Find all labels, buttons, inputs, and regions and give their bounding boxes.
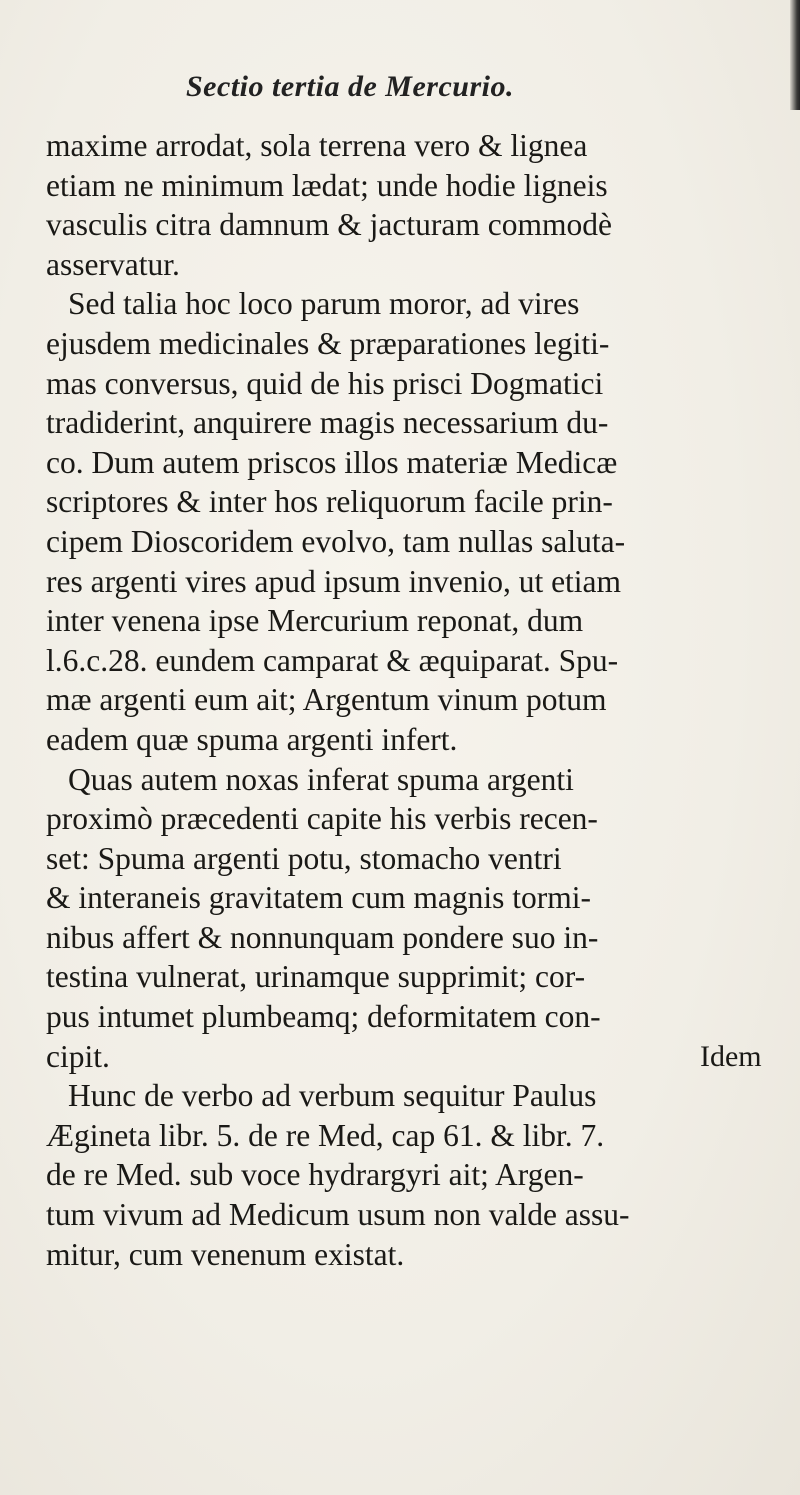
text-line: etiam ne minimum lædat; unde hodie ligneis [46,167,608,203]
text-line: scriptores & inter hos reliquorum facile prin- [46,484,613,520]
text-line: tum vivum ad Medicum usum non valde assu- [46,1197,630,1233]
text-line: mitur, cum venenum existat. [46,1236,405,1272]
text-line: l.6.c.28. eundem camparat & æquiparat. Spu- [46,642,619,678]
text-line: Quas autem noxas inferat spuma argenti [68,761,574,797]
text-line: co. Dum autem priscos illos materiæ Medicæ [46,444,618,480]
text-line: de re Med. sub voce hydrargyri ait; Argen- [46,1157,584,1193]
text-line: tradiderint, anquirere magis necessarium du- [46,405,609,441]
text-line: set: Spuma argenti potu, stomacho ventri [46,840,562,876]
running-head: Sectio tertia de Mercurio. [186,70,514,103]
text-line: nibus affert & nonnunquam pondere suo in- [46,919,599,955]
text-line: mas conversus, quid de his prisci Dogmatici [46,365,604,401]
text-line: cipit. [46,1038,110,1074]
text-line: & interaneis gravitatem cum magnis tormi- [46,880,591,916]
text-line: testina vulnerat, urinamque supprimit; cor- [46,959,586,995]
text-line: maxime arrodat, sola terrena vero & lignea [46,128,588,163]
catchword: Idem [700,1040,762,1073]
text-line: Hunc de verbo ad verbum sequitur Paulus [68,1078,597,1114]
text-line: res argenti vires apud ipsum invenio, ut etiam [46,563,622,599]
text-line: asservatur. [46,246,180,282]
page-edge-shadow [790,0,800,110]
text-line: inter venena ipse Mercurium reponat, dum [46,603,584,639]
text-line: mæ argenti eum ait; Argentum vinum potum [46,682,607,718]
text-line: Sed talia hoc loco parum moror, ad vires [68,286,580,322]
text-line: Ægineta libr. 5. de re Med, cap 61. & libr. 7. [46,1117,605,1153]
text-line: eadem quæ spuma argenti infert. [46,721,458,757]
body-text [46,126,776,1274]
text-line: ejusdem medicinales & præparationes legiti- [46,325,610,361]
text-line: cipem Dioscoridem evolvo, tam nullas saluta- [46,523,626,559]
text-line: pus intumet plumbeamq; deformitatem con- [46,999,601,1035]
text-line: vasculis citra damnum & jacturam commodè [46,207,612,243]
text-line: proximò præcedenti capite his verbis recen- [46,801,598,837]
